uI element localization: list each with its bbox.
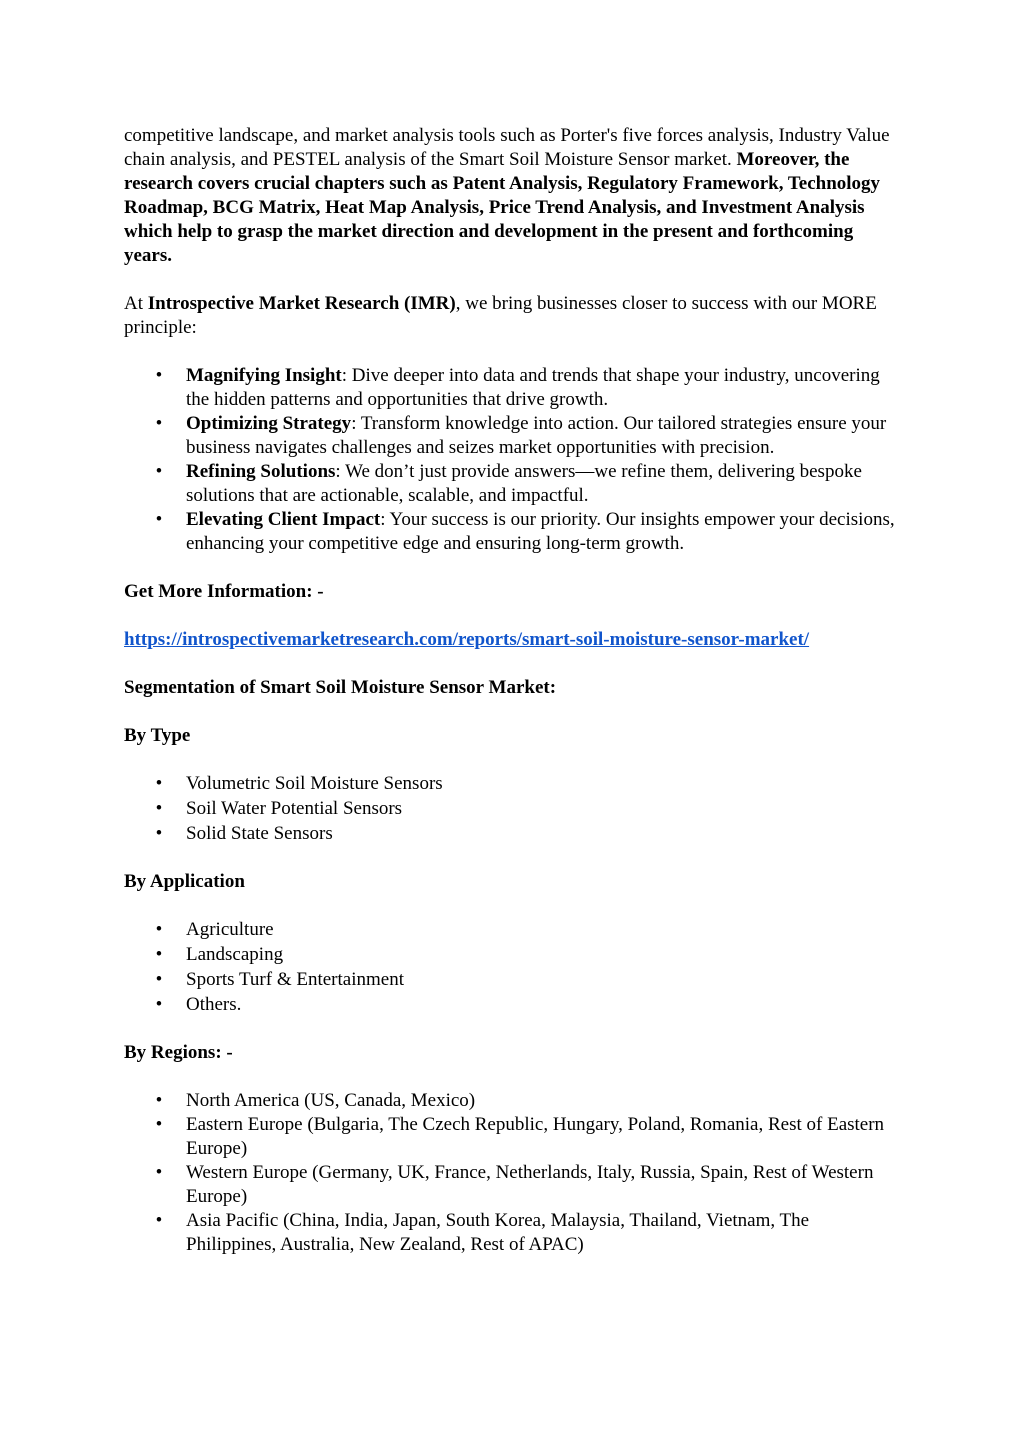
imr-suffix: , we bring businesses closer to success with our MORE principle:: [124, 293, 877, 338]
list-item: [124, 412, 904, 460]
principles-list: [124, 364, 904, 556]
document-page: [124, 124, 904, 1281]
segmentation-heading: Segmentation of Smart Soil Moisture Sensor Market:: [124, 677, 557, 698]
list-item-text: Soil Water Potential Sensors: [186, 798, 403, 819]
list-item-text: Volumetric Soil Moisture Sensors: [186, 773, 443, 794]
by-application-list: [124, 918, 904, 1017]
intro-bold-text: Moreover, the research covers crucial chapters such as Patent Analysis, Regulatory Framework, Technology Roadmap, BCG Matrix, Heat Map Analysis, Price Trend Analysis, and Investment Analysis which help to grasp the market direction and development in the present and forthcoming years.: [124, 149, 881, 266]
bullet-icon: •: [155, 1114, 163, 1135]
principle-text: : Transform knowledge into action. Our tailored strategies ensure your business navigates challenges and seizes market opportunities with precision.: [186, 413, 887, 458]
by-application-heading: By Application: [124, 871, 245, 892]
bullet-icon: •: [155, 461, 163, 482]
list-item: [124, 968, 904, 992]
list-item-text: Asia Pacific (China, India, Japan, South Korea, Malaysia, Thailand, Vietnam, The Philippines, Australia, New Zealand, Rest of APAC): [186, 1210, 810, 1255]
list-item-text: Others.: [186, 994, 242, 1015]
list-item-text: North America (US, Canada, Mexico): [186, 1090, 476, 1111]
by-type-heading: By Type: [124, 725, 191, 746]
bullet-icon: •: [155, 944, 163, 965]
report-link[interactable]: https://introspectivemarketresearch.com/reports/smart-soil-moisture-sensor-market/: [124, 629, 810, 650]
bullet-icon: •: [155, 509, 163, 530]
bullet-icon: •: [155, 1210, 163, 1231]
list-item: [124, 364, 904, 412]
principle-text: : Dive deeper into data and trends that shape your industry, uncovering the hidden patterns and opportunities that drive growth.: [186, 365, 880, 410]
list-item: [124, 797, 904, 821]
more-info-heading: Get More Information: -: [124, 581, 324, 602]
bullet-icon: •: [155, 969, 163, 990]
list-item: [124, 1113, 904, 1161]
list-item: [124, 918, 904, 942]
bullet-icon: •: [155, 994, 163, 1015]
list-item-text: Eastern Europe (Bulgaria, The Czech Republic, Hungary, Poland, Romania, Rest of Eastern Europe): [186, 1114, 885, 1159]
principle-title: Magnifying Insight: [186, 365, 342, 386]
list-item-text: Agriculture: [186, 919, 274, 940]
imr-paragraph: [124, 292, 904, 340]
list-item: [124, 943, 904, 967]
bullet-icon: •: [155, 1090, 163, 1111]
list-item: [124, 772, 904, 796]
list-item: [124, 1089, 904, 1113]
imr-company-name: Introspective Market Research (IMR): [147, 293, 456, 314]
bullet-icon: •: [155, 919, 163, 940]
list-item: [124, 508, 904, 556]
bullet-icon: •: [155, 365, 163, 386]
imr-prefix: At: [124, 293, 148, 314]
by-regions-list: [124, 1089, 904, 1257]
bullet-icon: •: [155, 413, 163, 434]
list-item: [124, 993, 904, 1017]
principle-text: : Your success is our priority. Our insights empower your decisions, enhancing your competitive edge and ensuring long-term growth.: [186, 509, 895, 554]
bullet-icon: •: [155, 823, 163, 844]
intro-text: competitive landscape, and market analysis tools such as Porter's five forces analysis, Industry Value chain analysis, and PESTEL analysis of the Smart Soil Moisture Sensor market.: [124, 125, 890, 170]
bullet-icon: •: [155, 1162, 163, 1183]
list-item-text: Solid State Sensors: [186, 823, 333, 844]
list-item-text: Sports Turf & Entertainment: [186, 969, 404, 990]
list-item: [124, 460, 904, 508]
list-item: [124, 822, 904, 846]
list-item: [124, 1209, 904, 1257]
list-item-text: Landscaping: [186, 944, 284, 965]
list-item-text: Western Europe (Germany, UK, France, Netherlands, Italy, Russia, Spain, Rest of Western Europe): [186, 1162, 874, 1207]
intro-paragraph: [124, 124, 904, 268]
by-regions-heading: By Regions: -: [124, 1042, 233, 1063]
principle-title: Refining Solutions: [186, 461, 336, 482]
principle-title: Elevating Client Impact: [186, 509, 381, 530]
principle-title: Optimizing Strategy: [186, 413, 352, 434]
bullet-icon: •: [155, 773, 163, 794]
bullet-icon: •: [155, 798, 163, 819]
list-item: [124, 1161, 904, 1209]
by-type-list: [124, 772, 904, 846]
principle-text: : We don’t just provide answers—we refine them, delivering bespoke solutions that are actionable, scalable, and impactful.: [186, 461, 862, 506]
